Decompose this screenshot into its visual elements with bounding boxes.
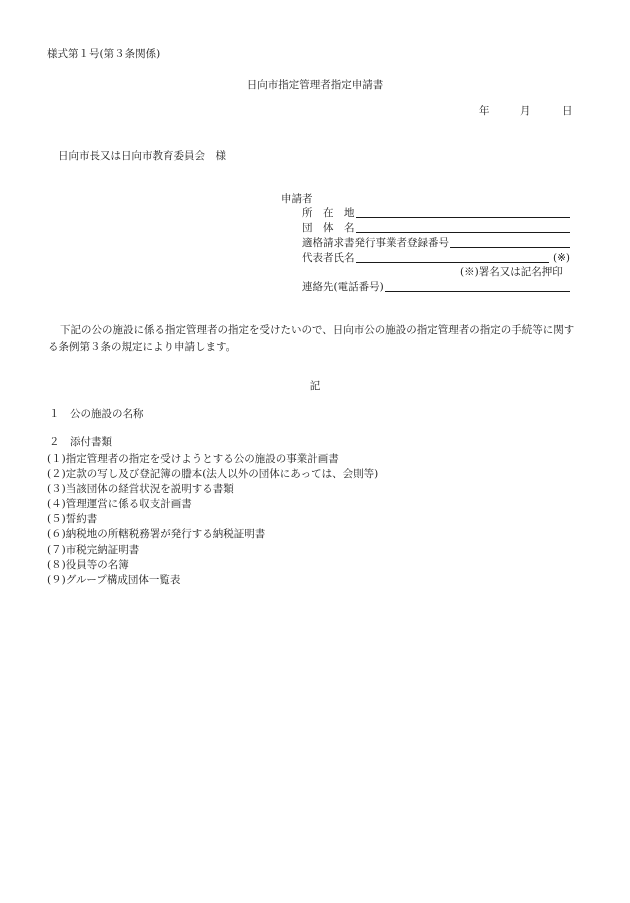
organization-field[interactable] — [302, 222, 570, 233]
application-paragraph: 下記の公の施設に係る指定管理者の指定を受けたいので、日向市公の施設の指定管理者の指定の手続等に関する条例第３条の規定により申請します。 — [48, 324, 575, 353]
organization-label: 団 体 名 — [302, 221, 355, 234]
section-facility-name: １ 公の施設の名称 — [49, 408, 144, 420]
attachment-item: (９)グループ構成団体一覧表 — [47, 573, 181, 586]
seal-note: (※)署名又は記名押印 — [460, 266, 563, 278]
address-input-line[interactable] — [356, 207, 571, 218]
address-label: 所 在 地 — [302, 206, 355, 219]
representative-field[interactable] — [302, 252, 570, 263]
date-month-label: 月 — [520, 105, 531, 117]
applicant-heading: 申請者 — [281, 193, 313, 205]
attachment-list — [47, 452, 378, 588]
invoice-number-field[interactable] — [302, 237, 570, 248]
attachment-item: (２)定款の写し及び登記簿の謄本(法人以外の団体にあっては、会則等) — [47, 468, 379, 481]
attachment-item: (８)役員等の名簿 — [47, 558, 129, 571]
ki-heading: 記 — [309, 380, 321, 392]
attachment-item: (６)納税地の所轄税務署が発行する納税証明書 — [47, 528, 266, 541]
document-title: 日向市指定管理者指定申請書 — [246, 79, 384, 91]
attachment-item: (７)市税完納証明書 — [47, 543, 140, 556]
attachment-item: (３)当該団体の経営状況を説明する書類 — [47, 483, 234, 496]
invoice-number-label: 適格請求書発行事業者登録番号 — [302, 236, 449, 249]
form-number: 様式第１号(第３条関係) — [47, 48, 161, 60]
invoice-number-input-line[interactable] — [450, 237, 570, 248]
contact-label: 連絡先(電話番号) — [302, 280, 384, 293]
representative-input-line[interactable] — [356, 252, 550, 263]
contact-field[interactable] — [302, 281, 570, 292]
contact-input-line[interactable] — [385, 281, 570, 292]
attachment-item: (１)指定管理者の指定を受けようとする公の施設の事業計画書 — [47, 453, 339, 465]
representative-mark: (※) — [549, 253, 570, 264]
attachment-item: (５)誓約書 — [47, 513, 98, 526]
section-attachments: ２ 添付書類 — [49, 436, 112, 448]
addressee: 日向市長又は日向市教育委員会 様 — [58, 150, 226, 162]
attachment-item: (４)管理運営に係る収支計画書 — [47, 498, 192, 511]
date-year-label: 年 — [479, 105, 490, 117]
representative-label: 代表者氏名 — [302, 251, 355, 264]
address-field[interactable] — [302, 207, 570, 218]
organization-input-line[interactable] — [356, 222, 571, 233]
date-day-label: 日 — [562, 105, 573, 117]
